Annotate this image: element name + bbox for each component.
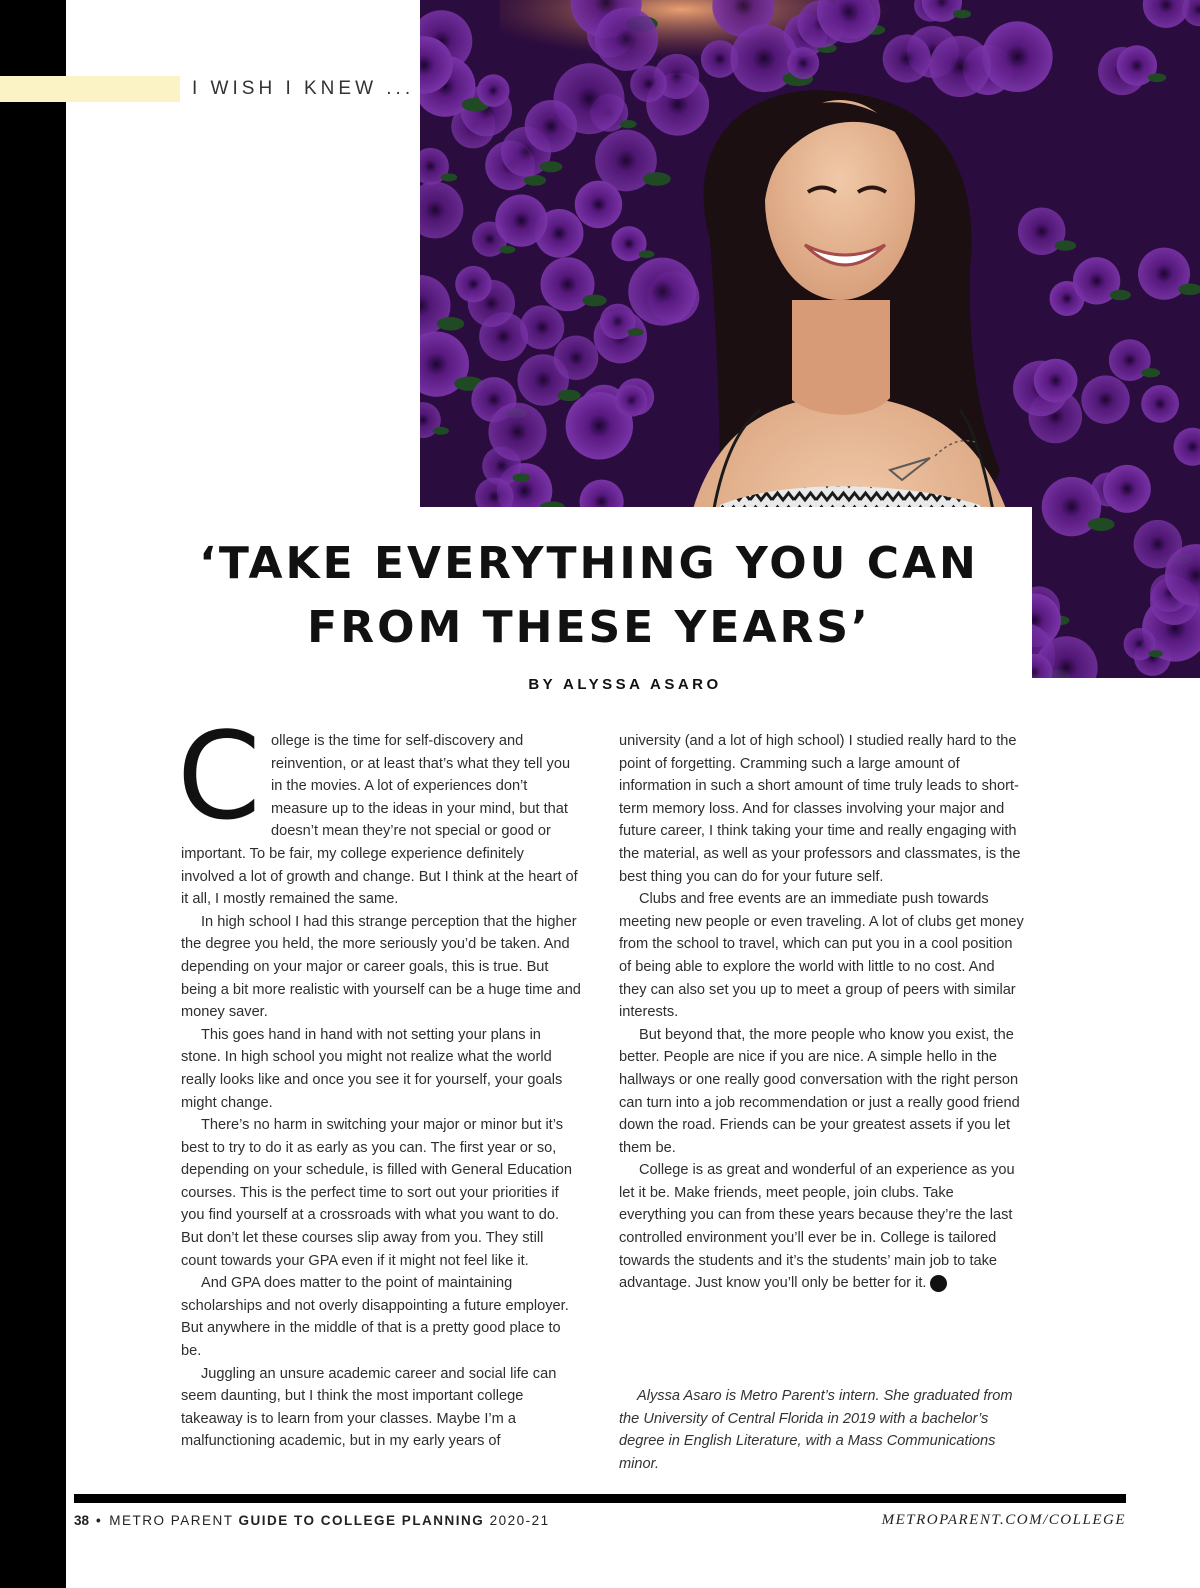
- article-paragraph: This goes hand in hand with not setting your plans in stone. In high school you might not realize what the world really looks like and once you see it for yourself, your goals might change.: [181, 1026, 563, 1111]
- left-margin-bar: [0, 0, 66, 1588]
- article-column-2: [619, 730, 1024, 1295]
- end-mark-icon: C: [930, 1275, 947, 1292]
- article-paragraph: And GPA does matter to the point of maintaining scholarships and not overly disappointing a future employer. But anywhere in the middle of that is a pretty good place to be.: [181, 1275, 569, 1360]
- guide-title: GUIDE TO COLLEGE PLANNING: [238, 1513, 485, 1528]
- drop-cap: C: [177, 708, 261, 847]
- article-paragraph: Juggling an unsure academic career and social life can seem daunting, but I think the most important college takeaway is to learn from your classes. Maybe I’m a malfunctioning academic, but in my early years of: [181, 1365, 557, 1450]
- section-label: I WISH I KNEW ...: [192, 78, 415, 99]
- article-paragraph: College is the time for self-discovery and reinvention, or at least that’s what they tell you in the movies. A lot of experiences don’t measure up to the ideas in your mind, but that doesn’t mean they’re not special or good or important. To be fair, my college experience definitely involved a lot of growth and change. But I think at the heart of it all, I mostly remained the same.: [177, 708, 578, 908]
- section-highlight-band: [0, 76, 180, 102]
- edition-year: 2020-21: [489, 1513, 550, 1528]
- article-closing-paragraph: College is as great and wonderful of an experience as you let it be. Make friends, meet people, join clubs. Take everything you can from these years because they’re the last controlled environment you’ll ever be in. College is tailored towards the students and it’s the students’ main job to take advantage. Just know you’ll only be better for it. C: [619, 1162, 1015, 1292]
- footer-separator: •: [96, 1513, 103, 1528]
- author-bio: Alyssa Asaro is Metro Parent’s intern. She graduated from the University of Central Florida in 2019 with a bachelor’s degree in English Literature, with a Mass Communications minor.: [619, 1388, 1013, 1472]
- footer-rule: [74, 1494, 1126, 1503]
- article-paragraph: university (and a lot of high school) I studied really hard to the point of forgetting. Cramming such a large amount of information in such a short amount of time truly leads to short-term memory loss. And for classes involving your major and future career, I think taking your time and really engaging with the material, as well as your professors and classmates, is the best thing you can do for your future self.: [619, 733, 1021, 885]
- headline: ‘TAKE EVERYTHING YOU CAN FROM THESE YEARS’: [199, 538, 979, 653]
- page-number: 38: [74, 1513, 90, 1528]
- footer-url[interactable]: METROPARENT.COM/COLLEGE: [881, 1512, 1126, 1528]
- article-paragraph: There’s no harm in switching your major or minor but it’s best to try to do it as early as you can. The first year or so, depending on your schedule, is filled with General Education courses. This is the perfect time to sort out your priorities if you find yourself at a crossroads with what you want to do. But don’t let these courses slip away from you. They still count towards your GPA even if it might not feel like it.: [181, 1117, 573, 1269]
- footer-folio: [74, 1513, 550, 1528]
- article-column-1: [177, 708, 581, 1453]
- byline: BY ALYSSA ASARO: [528, 676, 722, 693]
- article-paragraph: In high school I had this strange perception that the higher the degree you held, the more seriously you’d be taken. And depending on your major or career goals, this is true. But being a bit more realistic with yourself can be a huge time and money saver.: [181, 913, 581, 1021]
- article-paragraph: Clubs and free events are an immediate push towards meeting new people or even traveling. A lot of clubs get money from the school to travel, which can put you in a cool position of being able to explore the world with little to no cost. And they can also set you up to meet a group of peers with similar interests.: [619, 891, 1024, 1021]
- publication-name: METRO PARENT: [109, 1513, 234, 1528]
- article-paragraph: But beyond that, the more people who know you exist, the better. People are nice if you are nice. A simple hello in the hallways or one really good conversation with the right person can turn into a job recommendation or just a really good friend down the road. Friends can be your greatest assets if you let them be.: [619, 1026, 1020, 1156]
